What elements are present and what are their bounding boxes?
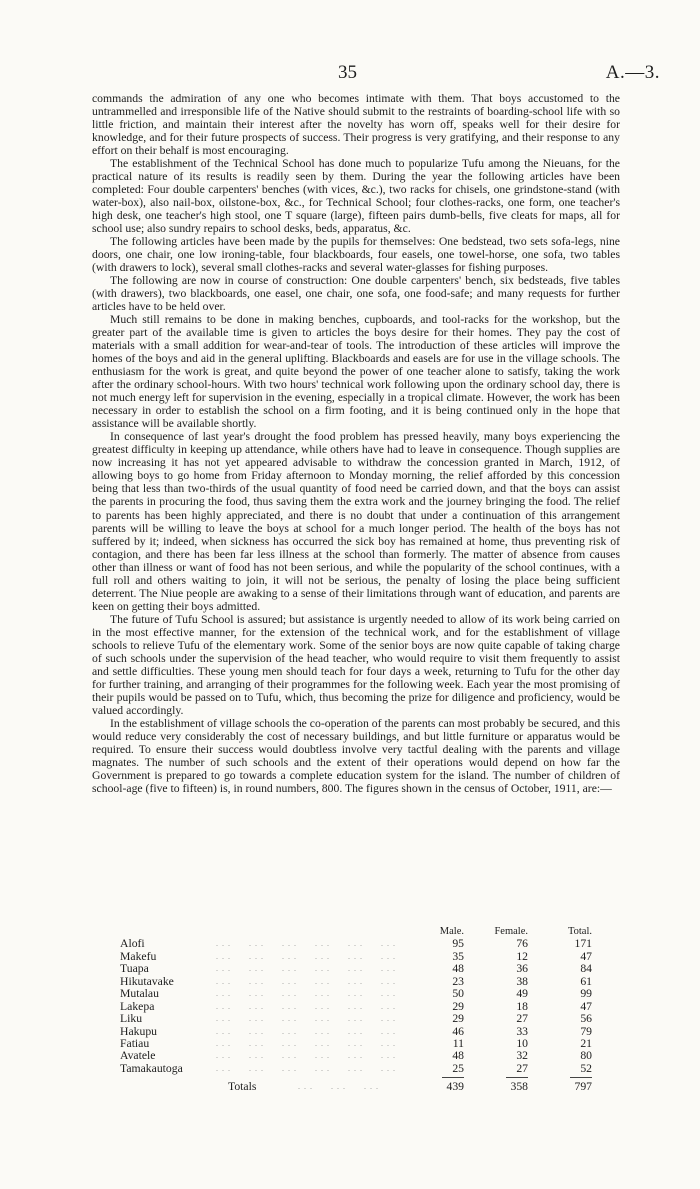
village-name: Hikutavake [120, 974, 174, 988]
male-count: 11 [452, 1036, 464, 1050]
village-name: Hakupu [120, 1024, 158, 1038]
census-row [120, 1063, 600, 1075]
total-count: 99 [580, 987, 592, 1001]
village-name: Fatiau [120, 1036, 150, 1050]
female-count: 27 [516, 1012, 528, 1026]
census-totals-row [120, 1081, 600, 1095]
leader-dots: . . . . . . . . . . . . . . . . . . [216, 939, 396, 949]
rule-male [442, 1077, 464, 1078]
census-row [120, 976, 600, 988]
column-header-male: Male. [439, 926, 464, 937]
total-count: 79 [580, 1024, 592, 1038]
paragraph: The establishment of the Technical School has done much to popularize Tufu among the Nieuans, for the practical nature of its results is readily seen by them. During the year the following articles have been completed: Four double carpenters' benches (with vices, &c.), two racks for chisels, one grindstone-stand (with water-box), also nail-box, oilstone-box, &c., for Technical School; four clothes-racks, one form, one teacher's high desk, one teacher's high stool, one T square (large), fifteen pairs dumb-bells, five cleats for maps, all for school use; also sundry repairs to school desks, beds, apparatus, &c. [92, 157, 620, 236]
census-row [120, 1050, 600, 1062]
paragraph: The following are now in course of construction: One double carpenters' bench, six bedsteads, five tables (with drawers), two blackboards, one easel, one chair, one sofa, one food-safe; and many requests for further articles have to be held over. [92, 274, 620, 314]
female-count: 10 [516, 1036, 528, 1050]
village-name: Liku [120, 1012, 143, 1026]
female-count: 33 [516, 1024, 528, 1038]
female-count: 12 [516, 949, 528, 963]
paragraph: In consequence of last year's drought the food problem has pressed heavily, many boys experiencing the greatest difficulty in keeping up attendance, while others have had to leave in consequence. Though supplies are now increasing it has not yet appeared advisable to withdraw the concession granted in March, 1912, of allowing boys to go home from Friday afternoon to Monday morning, the relief afforded by this concession being that less than two-thirds of the usual quantity of food need be carried down, and that the boys can assist the parents in procuring the food, thus saving them the extra work and the journey bringing the food. The relief to parents has been highly appreciated, and there is no doubt that under a continuation of this arrangement parents will be willing to leave the boys at school for a much longer period. The health of the boys has not suffered by it; indeed, when sickness has occurred the sick boy has remained at home, thus preventing risk of contagion, and there has been far less illness at the school than formerly. The matter of absence from causes other than illness or want of food has not been serious, and while the popularity of the school continues, with a full roll and others waiting to join, it will not be serious, the penalty of losing the place being sufficient deterrent. The Niue people are awaking to a sense of their limitations through want of education, and parents are keen on getting their boys admitted. [92, 430, 620, 613]
census-row [120, 988, 600, 1000]
totals-label: Totals [228, 1080, 257, 1094]
total-count: 47 [580, 999, 592, 1013]
male-count: 29 [452, 999, 464, 1013]
paragraph: In the establishment of village schools the co-operation of the parents can most probably be secured, and this would reduce very considerably the cost of necessary buildings, and but little furniture or apparatus would be required. To ensure their success would doubtless involve very tactful dealing with the parents and village magnates. The number of such schools and the extent of their operations would depend on how far the Government is prepared to go towards a complete education system for the island. The number of children of school-age (five to fifteen) is, in round numbers, 800. The figures shown in the census of October, 1911, are:— [92, 716, 620, 795]
male-count: 25 [452, 1061, 464, 1075]
female-count: 18 [516, 999, 528, 1013]
male-count: 23 [452, 974, 464, 988]
male-count: 48 [452, 962, 464, 976]
total-female: 358 [510, 1080, 528, 1094]
female-count: 27 [516, 1061, 528, 1075]
census-row [120, 951, 600, 963]
column-header-total: Total. [567, 926, 592, 937]
paragraph: The following articles have been made by the pupils for themselves: One bedstead, two sets sofa-legs, nine doors, one chair, one low ironing-table, four blackboards, four easels, one towel-horse, one sofa, two tables (with drawers to lock), several small clothes-racks and several water-glasses for fishing purposes. [92, 235, 620, 275]
village-name: Tuapa [120, 962, 149, 976]
total-count: 52 [580, 1061, 592, 1075]
female-count: 36 [516, 962, 528, 976]
village-name: Alofi [120, 937, 145, 951]
male-count: 95 [452, 937, 464, 951]
total-total: 797 [574, 1080, 592, 1094]
village-name: Lakepa [120, 999, 155, 1013]
village-name: Avatele [120, 1049, 156, 1063]
village-name: Mutalau [120, 987, 159, 1001]
leader-dots: . . . . . . . . . . . . . . . . . . [216, 951, 396, 961]
village-name: Makefu [120, 949, 157, 963]
total-count: 56 [580, 1012, 592, 1026]
census-row [120, 1001, 600, 1013]
page-number: 35 [338, 62, 357, 83]
male-count: 50 [452, 987, 464, 1001]
total-count: 84 [580, 962, 592, 976]
leader-dots: . . . . . . . . . . . . . . . . . . [216, 1063, 396, 1073]
leader-dots: . . . . . . . . . . . . . . . . . . [216, 1026, 396, 1036]
leader-dots: . . . . . . . . . [298, 1082, 379, 1092]
male-count: 29 [452, 1012, 464, 1026]
male-count: 35 [452, 949, 464, 963]
census-row [120, 963, 600, 975]
total-count: 61 [580, 974, 592, 988]
village-name: Tamakautoga [120, 1061, 183, 1075]
female-count: 49 [516, 987, 528, 1001]
census-row [120, 1026, 600, 1038]
leader-dots: . . . . . . . . . . . . . . . . . . [216, 1001, 396, 1011]
total-count: 171 [574, 937, 592, 951]
leader-dots: . . . . . . . . . . . . . . . . . . [216, 989, 396, 999]
leader-dots: . . . . . . . . . . . . . . . . . . [216, 976, 396, 986]
leader-dots: . . . . . . . . . . . . . . . . . . [216, 964, 396, 974]
page-header [0, 62, 700, 84]
column-header-female: Female. [494, 926, 528, 937]
leader-dots: . . . . . . . . . . . . . . . . . . [216, 1038, 396, 1048]
body-text [92, 92, 620, 795]
document-reference: A.—3. [605, 62, 660, 83]
census-header [120, 926, 600, 938]
leader-dots: . . . . . . . . . . . . . . . . . . [216, 1014, 396, 1024]
census-rows [120, 938, 600, 1075]
total-male: 439 [446, 1080, 464, 1094]
census-row [120, 938, 600, 950]
paragraph: Much still remains to be done in making benches, cupboards, and tool-racks for the workshop, but the greater part of the available time is given to articles the boys desire for their homes. They pay the cost of materials with a small addition for wear-and-tear of tools. The introduction of these articles will improve the homes of the boys and aid in the general uplifting. Blackboards and easels are for use in the village schools. The enthusiasm for the work is great, and quite beyond the power of one teacher alone to satisfy, taking the work after the ordinary school-hours. With two hours' technical work following upon the ordinary school day, there is not much energy left for supervision in the evening, especially in a tropical climate. However, the work has been necessary in order to establish the school on a firm footing, and it is being continued only in the hope that assistance will be available shortly. [92, 313, 620, 431]
rule-female [506, 1077, 528, 1078]
rule-total [570, 1077, 592, 1078]
female-count: 76 [516, 937, 528, 951]
total-count: 80 [580, 1049, 592, 1063]
paragraph: The future of Tufu School is assured; but assistance is urgently needed to allow of its work being carried on in the most effective manner, for the extension of the technical work, and for the establishment of village schools to relieve Tufu of the elementary work. Some of the senior boys are now quite capable of taking charge of such schools under the supervision of the head teacher, who would require to visit them frequently to assist and settle difficulties. These young men should teach for four days a week, returning to Tufu for the other day for further training, and arranging of their programmes for the following week. Each year the most promising of their pupils would be passed on to Tufu, which, thus becoming the prize for diligence and proficiency, would be valued accordingly. [92, 612, 620, 717]
male-count: 46 [452, 1024, 464, 1038]
leader-dots: . . . . . . . . . . . . . . . . . . [216, 1051, 396, 1061]
paragraph: commands the admiration of any one who becomes intimate with them. That boys accustomed to the untrammelled and irresponsible life of the Native should submit to the restraints of boarding-school life with so little friction, and maintain their interest after the novelty has worn off, speaks well for their desire for knowledge, and for their future prospects of success. Their progress is very gratifying, and their response to any effort on their behalf is most encouraging. [92, 92, 620, 158]
female-count: 32 [516, 1049, 528, 1063]
female-count: 38 [516, 974, 528, 988]
census-table [120, 926, 600, 1095]
census-row [120, 1038, 600, 1050]
male-count: 48 [452, 1049, 464, 1063]
census-row [120, 1013, 600, 1025]
total-count: 47 [580, 949, 592, 963]
total-count: 21 [580, 1036, 592, 1050]
